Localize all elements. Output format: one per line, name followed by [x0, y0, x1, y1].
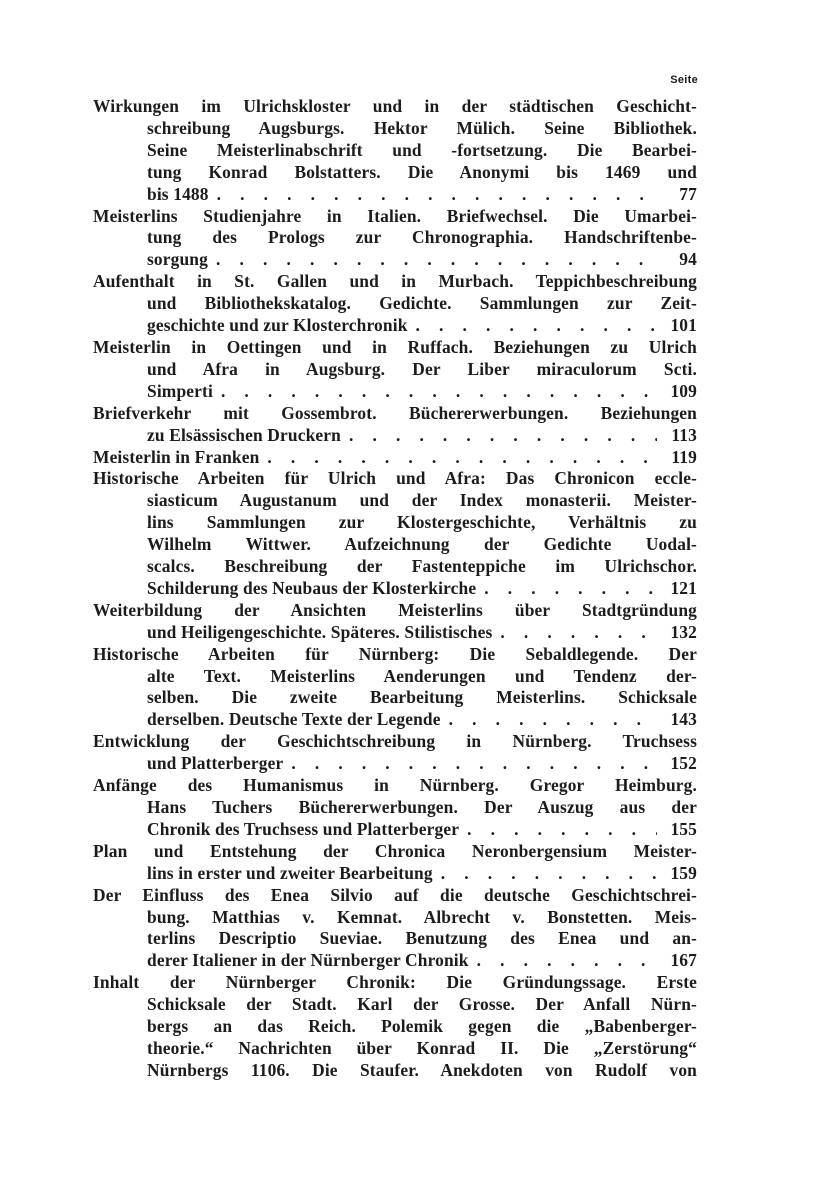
- toc-entry-line: Wirkungen im Ulrichskloster und in der städtischen Geschicht-: [93, 96, 697, 116]
- toc-entry: [93, 841, 697, 885]
- toc-entry-line: und Afra in Augsburg. Der Liber miraculorum Scti.: [147, 358, 697, 379]
- toc-entry-last-line: [93, 447, 697, 469]
- toc-entry-line: bung. Matthias v. Kemnat. Albrecht v. Bonstetten. Meis-: [147, 906, 697, 927]
- page-number: 101: [670, 315, 697, 336]
- toc-entry-line: und Platterberger: [147, 753, 284, 774]
- toc-entry-line: theorie.“ Nachrichten über Konrad II. Die „Zerstörung“: [147, 1037, 697, 1058]
- toc-entry-line: terlins Descriptio Sueviae. Benutzung des Enea und an-: [147, 928, 697, 949]
- toc-entry-line: alte Text. Meisterlins Aenderungen und Tendenz der-: [147, 665, 697, 686]
- toc-entry-line: schreibung Augsburgs. Hektor Mülich. Seine Bibliothek.: [147, 117, 697, 138]
- toc-entry-last-line: [93, 578, 697, 600]
- toc-entry-line: Meisterlin in Oettingen und in Ruffach. Beziehungen zu Ulrich: [93, 336, 697, 357]
- toc-entry: [93, 447, 697, 469]
- toc-entry-line: derer Italiener in der Nürnberger Chronik: [147, 950, 469, 971]
- toc-entry-line: Chronik des Truchsess und Platterberger: [147, 818, 460, 839]
- toc-entry-line: Nürnbergs 1106. Die Staufer. Anekdoten von Rudolf von: [147, 1059, 697, 1080]
- toc-entry: [93, 600, 697, 644]
- seite-column-heading: Seite: [670, 74, 698, 86]
- toc-entry-line: lins in erster und zweiter Bearbeitung: [147, 862, 433, 883]
- toc-entry-last-line: [93, 381, 697, 403]
- page-number: 77: [679, 183, 697, 204]
- toc-entry-line: tung Konrad Bolstatters. Die Anonymi bis 1469 und: [147, 161, 697, 182]
- leader-dots: [469, 950, 657, 972]
- leader-dots: [341, 425, 657, 447]
- toc-entry-line: Historische Arbeiten für Ulrich und Afra: Das Chronicon eccle-: [93, 468, 697, 489]
- page-number: 155: [670, 818, 697, 839]
- toc-entry-line: Anfänge des Humanismus in Nürnberg. Gregor Heimburg.: [93, 775, 697, 796]
- toc-entry-last-line: [93, 950, 697, 972]
- toc-entry: [93, 403, 697, 447]
- page-number: 121: [670, 577, 697, 598]
- leader-dots: [259, 447, 657, 469]
- leader-dots: [213, 381, 657, 403]
- toc-entry: [93, 96, 697, 206]
- toc-entry-line: Entwicklung der Geschichtschreibung in Nürnberg. Truchsess: [93, 731, 697, 752]
- toc-entry-line: Seine Meisterlinabschrift und -fortsetzung. Die Bearbei-: [147, 139, 697, 160]
- toc-entry-line: Briefverkehr mit Gossembrot. Büchererwerbungen. Beziehungen: [93, 402, 697, 423]
- toc-entry-last-line: [93, 819, 697, 841]
- toc-entry: [93, 271, 697, 337]
- page-number: 109: [670, 380, 697, 401]
- toc-entry-line: Schilderung des Neubaus der Klosterkirche: [147, 577, 477, 598]
- leader-dots: [433, 863, 657, 885]
- toc-entry-line: Inhalt der Nürnberger Chronik: Die Gründungssage. Erste: [93, 972, 697, 993]
- table-of-contents: [93, 96, 697, 1082]
- toc-entry: [93, 644, 697, 732]
- page-number: 94: [679, 249, 697, 270]
- toc-entry-line: selben. Die zweite Bearbeitung Meisterlins. Schicksale: [147, 687, 697, 708]
- toc-entry-last-line: [93, 249, 697, 271]
- leader-dots: [209, 184, 657, 206]
- toc-entry-line: Hans Tuchers Büchererwerbungen. Der Auszug aus der: [147, 797, 697, 817]
- toc-entry-line: lins Sammlungen zur Klostergeschichte, Verhältnis zu: [147, 512, 697, 533]
- page-number: 113: [671, 424, 697, 445]
- toc-entry-line: Plan und Entstehung der Chronica Neronbergensium Meister-: [93, 840, 697, 861]
- toc-entry-line: und Heiligengeschichte. Späteres. Stilistisches: [147, 621, 493, 642]
- toc-entry-line: scalcs. Beschreibung der Fastenteppiche im Ulrichschor.: [147, 556, 697, 577]
- toc-entry-line: Simperti: [147, 380, 213, 401]
- toc-entry: [93, 775, 697, 841]
- toc-entry-line: sorgung: [147, 249, 208, 270]
- toc-entry: [93, 731, 697, 775]
- leader-dots: [208, 249, 657, 271]
- toc-entry-line: Meisterlin in Franken: [93, 446, 260, 467]
- toc-entry-line: und Bibliothekskatalog. Gedichte. Sammlungen zur Zeit-: [147, 293, 697, 314]
- leader-dots: [492, 622, 657, 644]
- toc-entry-line: bis 1488: [147, 183, 209, 204]
- leader-dots: [408, 315, 657, 337]
- toc-entry-last-line: [93, 425, 697, 447]
- toc-entry-line: Weiterbildung der Ansichten Meisterlins über Stadtgründung: [93, 599, 697, 620]
- toc-entry-last-line: [93, 863, 697, 885]
- toc-entry-line: Meisterlins Studienjahre in Italien. Briefwechsel. Die Umarbei-: [93, 205, 697, 226]
- toc-entry-line: zu Elsässischen Druckern: [147, 424, 341, 445]
- toc-entry-line: tung des Prologs zur Chronographia. Handschriftenbe-: [147, 227, 697, 248]
- leader-dots: [476, 578, 657, 600]
- page-number: 152: [670, 753, 697, 774]
- toc-entry: [93, 206, 697, 272]
- page-number: 167: [670, 950, 697, 971]
- toc-entry-last-line: [93, 709, 697, 731]
- toc-entry-last-line: [93, 753, 697, 775]
- page-number: 159: [670, 862, 697, 883]
- toc-entry: [93, 337, 697, 403]
- leader-dots: [441, 709, 657, 731]
- toc-entry: [93, 885, 697, 973]
- page-number: 143: [670, 709, 697, 730]
- toc-entry-last-line: [93, 184, 697, 206]
- toc-entry-line: Der Einfluss des Enea Silvio auf die deutsche Geschichtschrei-: [93, 884, 697, 905]
- page-number: 119: [671, 446, 697, 467]
- toc-entry-line: Wilhelm Wittwer. Aufzeichnung der Gedichte Uodal-: [147, 534, 697, 555]
- toc-entry-last-line: [93, 622, 697, 644]
- leader-dots: [459, 819, 657, 841]
- toc-entry-line: derselben. Deutsche Texte der Legende: [147, 709, 441, 730]
- toc-entry-line: bergs an das Reich. Polemik gegen die „Babenberger-: [147, 1016, 697, 1037]
- toc-entry-line: Historische Arbeiten für Nürnberg: Die Sebaldlegende. Der: [93, 643, 697, 664]
- toc-entry-line: siasticum Augustanum und der Index monasterii. Meister-: [147, 490, 697, 511]
- leader-dots: [283, 753, 657, 775]
- toc-entry: [93, 468, 697, 599]
- toc-entry: [93, 972, 697, 1082]
- toc-entry-line: geschichte und zur Klosterchronik: [147, 315, 408, 336]
- page-number: 132: [670, 621, 697, 642]
- toc-entry-last-line: [93, 315, 697, 337]
- toc-entry-line: Schicksale der Stadt. Karl der Grosse. Der Anfall Nürn-: [147, 994, 697, 1015]
- toc-entry-line: Aufenthalt in St. Gallen und in Murbach. Teppichbeschreibung: [93, 271, 697, 292]
